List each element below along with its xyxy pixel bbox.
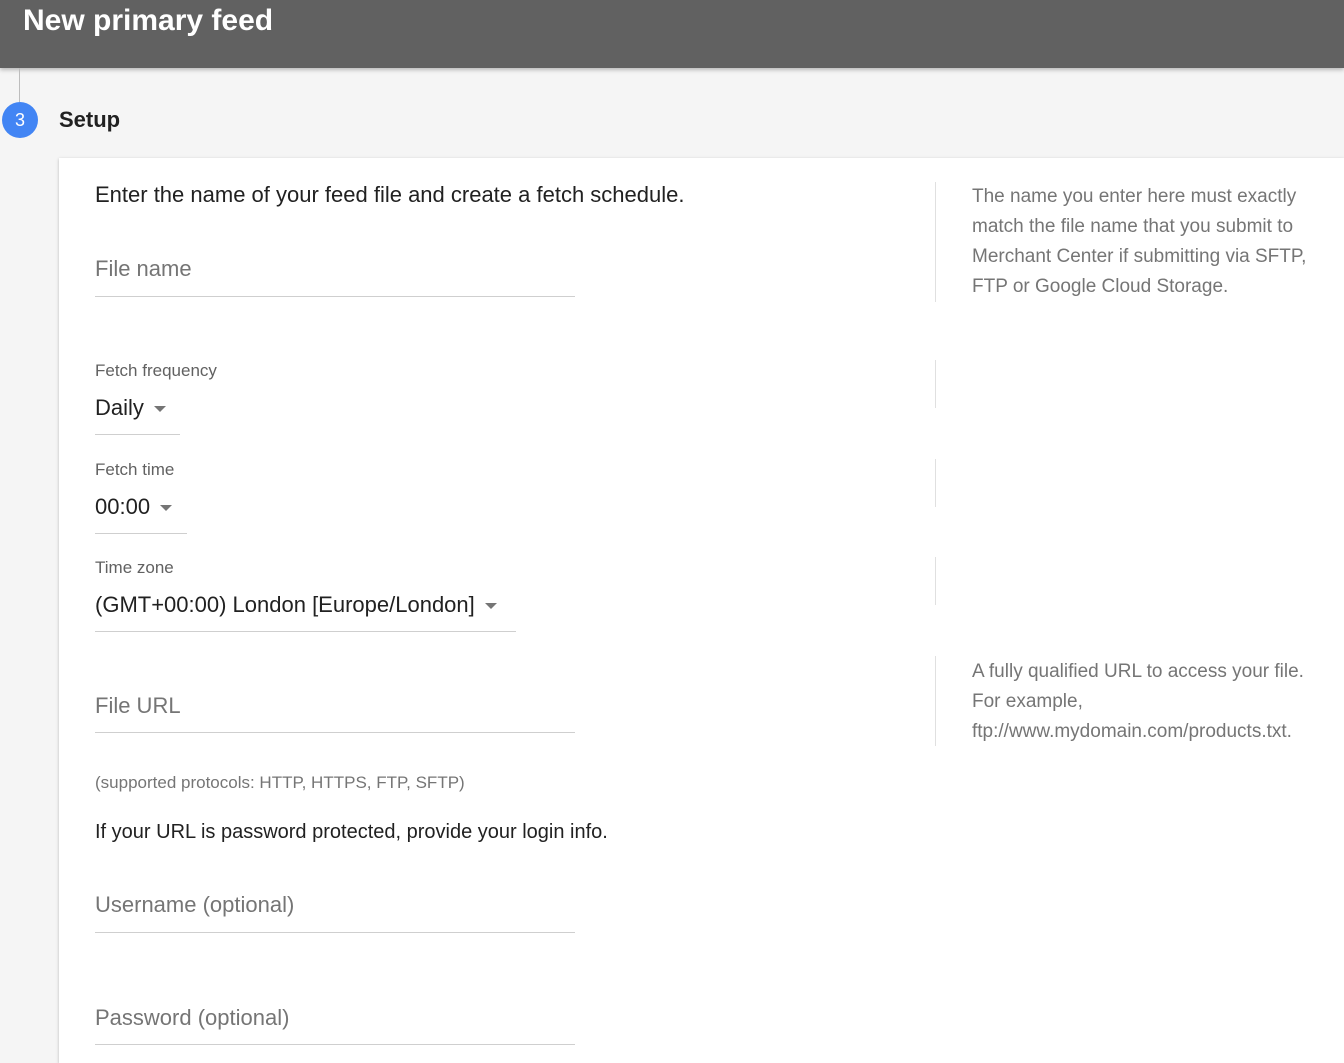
setup-card: [59, 158, 1344, 1063]
help-divider: [935, 656, 936, 746]
username-input[interactable]: [95, 890, 575, 933]
file-name-help: [972, 182, 1332, 302]
help-line: Merchant Center if submitting via SFTP,: [972, 246, 1307, 267]
fetch-frequency-value: Daily: [95, 395, 144, 420]
page-title: New primary feed: [23, 4, 274, 37]
setup-intro-text: Enter the name of your feed file and create a fetch schedule.: [95, 182, 685, 207]
fetch-time-select[interactable]: [95, 492, 187, 534]
caret-down-icon: [160, 505, 172, 511]
help-line: A fully qualified URL to access your file.: [972, 661, 1304, 682]
time-zone-value: (GMT+00:00) London [Europe/London]: [95, 592, 475, 617]
file-url-placeholder: File URL: [95, 693, 181, 718]
time-zone-label: Time zone: [95, 558, 174, 577]
stepper-connector: [19, 68, 20, 102]
help-divider: [935, 360, 936, 408]
username-placeholder: Username (optional): [95, 892, 295, 917]
page-header: [0, 0, 1344, 68]
fetch-frequency-select[interactable]: [95, 393, 180, 435]
help-divider: [935, 182, 936, 302]
password-placeholder: Password (optional): [95, 1005, 290, 1030]
help-divider: [935, 557, 936, 605]
supported-protocols-note: (supported protocols: HTTP, HTTPS, FTP, SFTP): [95, 773, 465, 792]
file-url-help: [972, 657, 1332, 747]
fetch-frequency-label: Fetch frequency: [95, 361, 217, 380]
time-zone-select[interactable]: [95, 590, 516, 632]
fetch-time-value: 00:00: [95, 494, 151, 519]
login-info-note: If your URL is password protected, provide your login info.: [95, 821, 608, 843]
file-name-placeholder: File name: [95, 256, 192, 281]
help-line: The name you enter here must exactly: [972, 186, 1297, 207]
step-number-badge: 3: [2, 102, 38, 138]
help-line: ftp://www.mydomain.com/products.txt.: [972, 721, 1292, 742]
help-line: match the file name that you submit to: [972, 216, 1294, 237]
fetch-time-label: Fetch time: [95, 460, 175, 479]
help-line: For example,: [972, 691, 1083, 712]
caret-down-icon: [154, 406, 166, 412]
password-input[interactable]: [95, 1003, 575, 1045]
step-title: Setup: [59, 107, 121, 132]
file-name-input[interactable]: [95, 254, 575, 297]
caret-down-icon: [485, 603, 497, 609]
help-line: FTP or Google Cloud Storage.: [972, 276, 1229, 297]
file-url-input[interactable]: [95, 691, 575, 733]
help-divider: [935, 459, 936, 507]
